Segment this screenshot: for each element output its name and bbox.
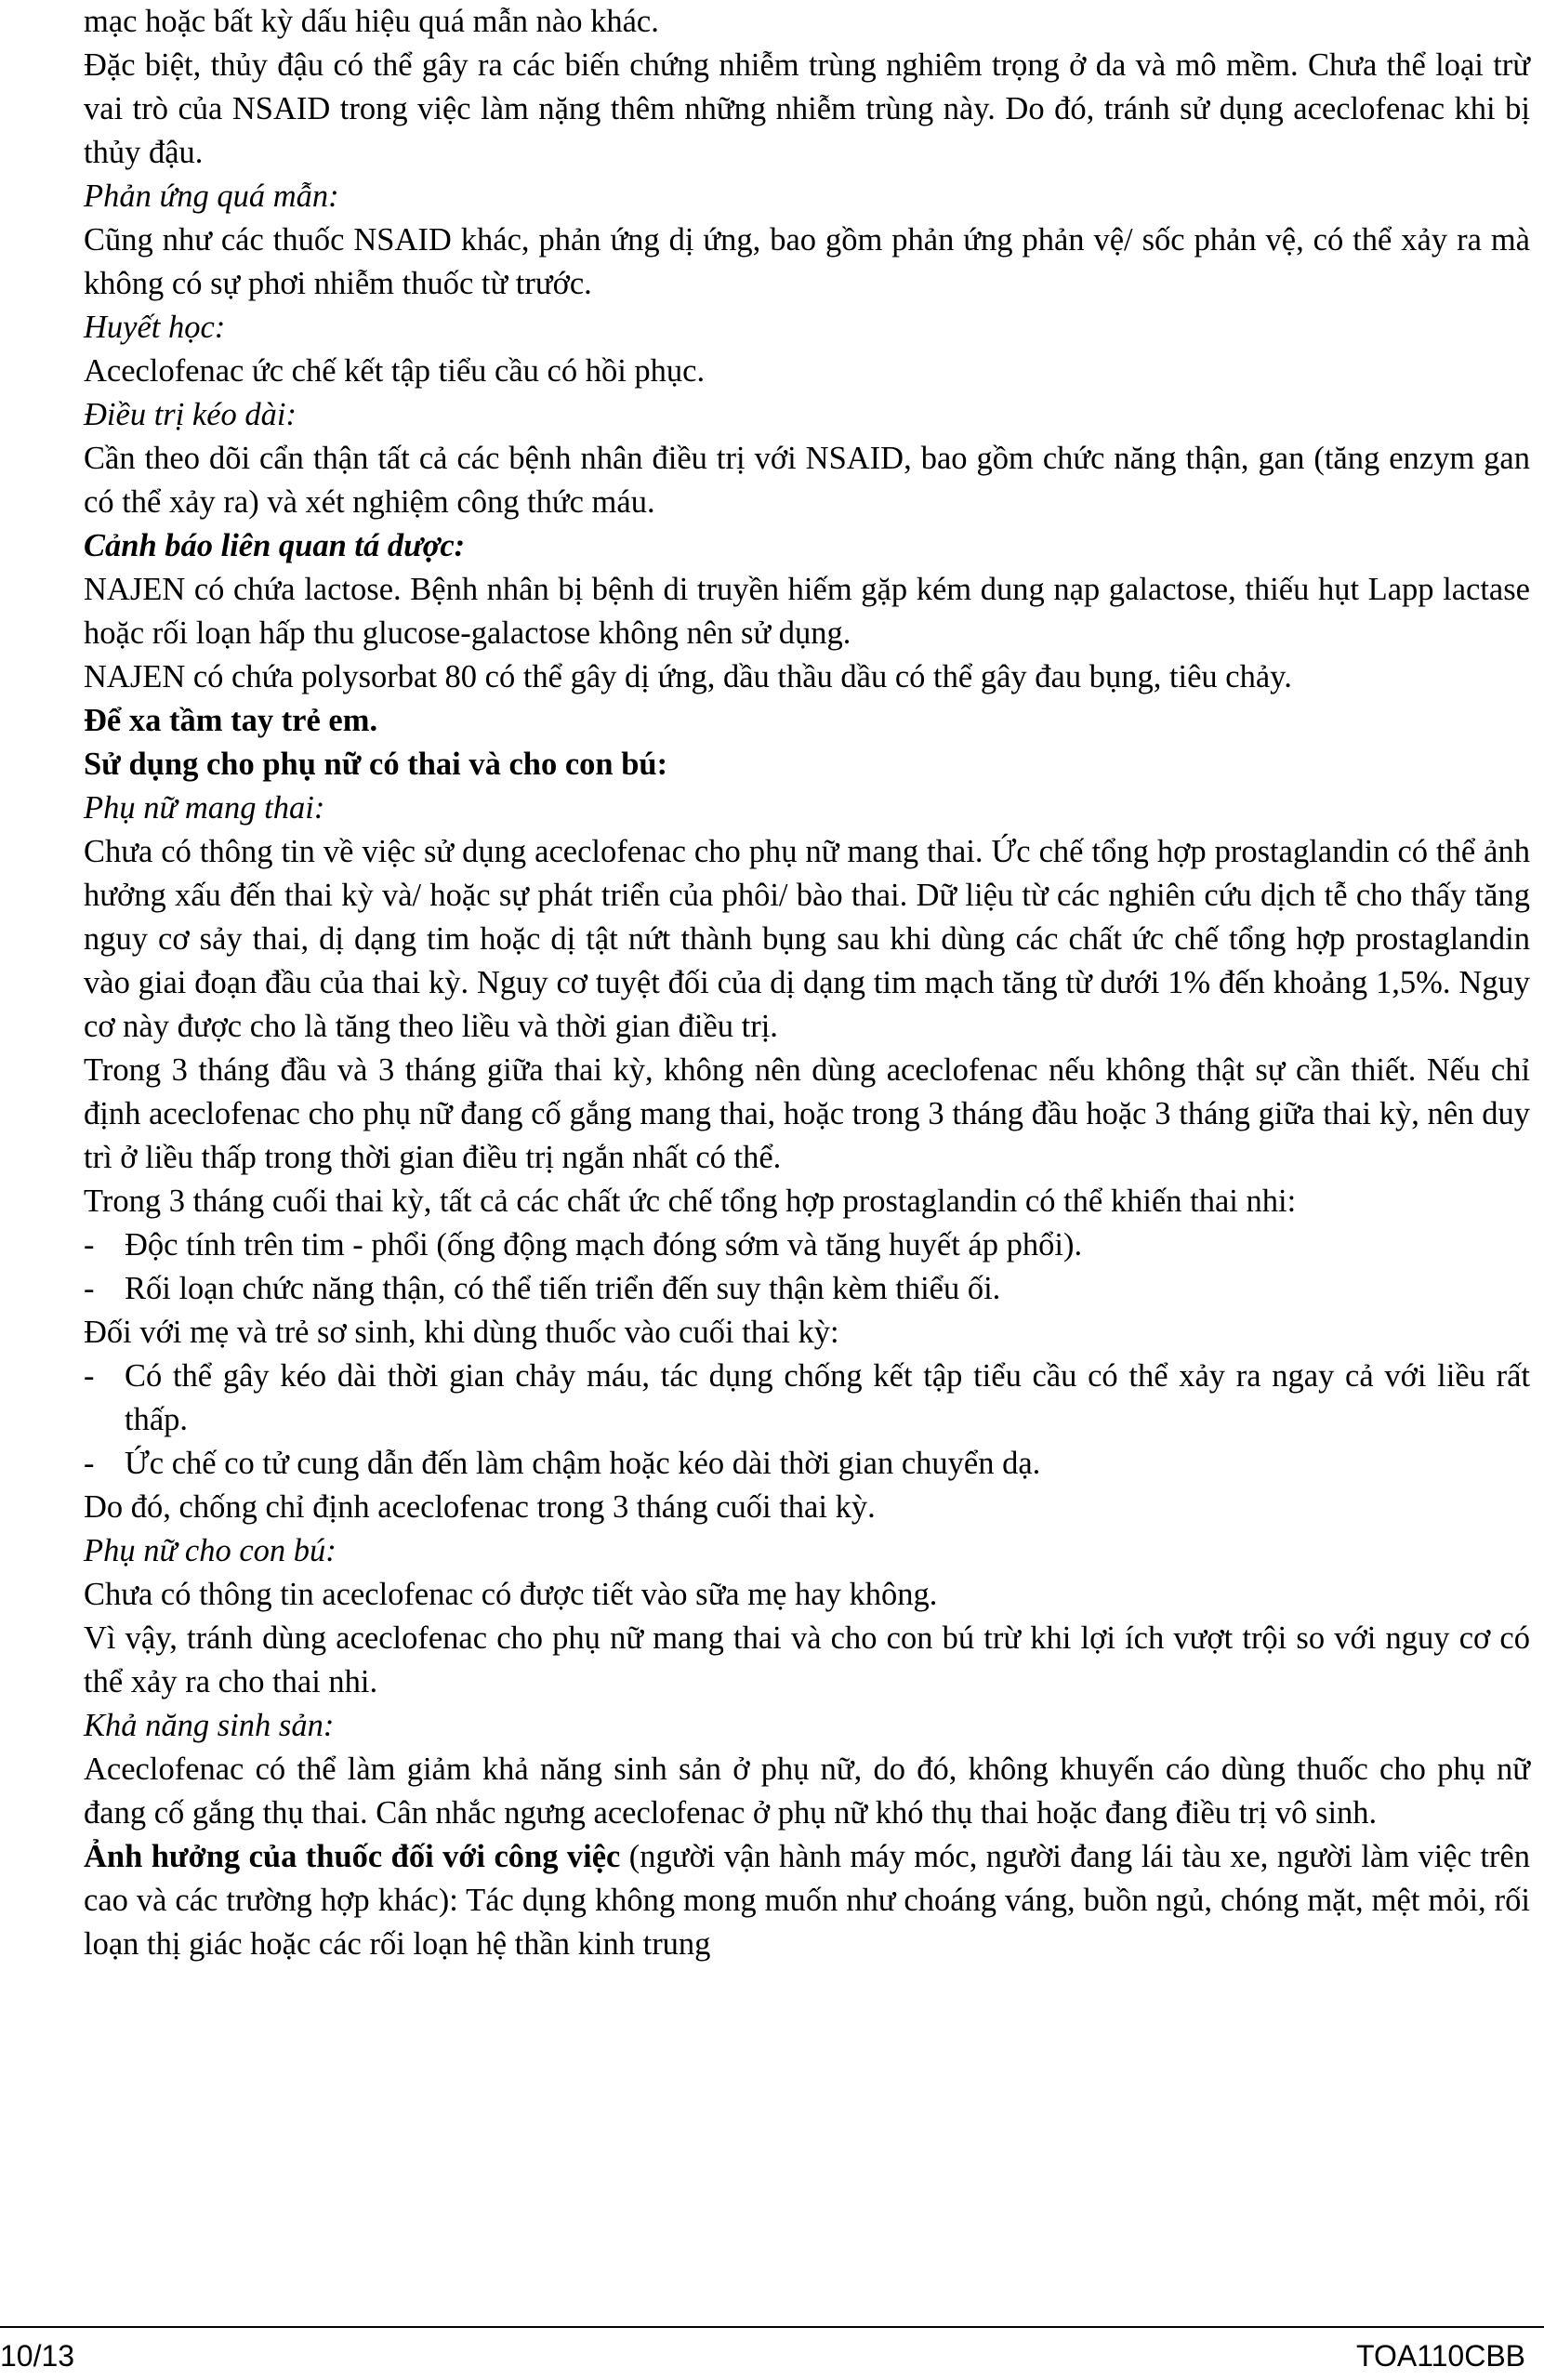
section-heading: Sử dụng cho phụ nữ có thai và cho con bú:	[84, 747, 668, 782]
section-heading: Điều trị kéo dài:	[84, 397, 297, 432]
paragraph: Đối với mẹ và trẻ sơ sinh, khi dùng thuốc vào cuối thai kỳ:	[84, 1315, 839, 1350]
paragraph: Chưa có thông tin về việc sử dụng aceclofenac cho phụ nữ mang thai. Ức chế tổng hợp prostaglandin có thể ảnh hưởng xấu đến thai kỳ và/ hoặc sự phát triển của phôi/ bào thai. Dữ liệu từ các nghiên cứu dịch tễ cho thấy tăng nguy cơ sảy thai, dị dạng tim hoặc dị tật nứt thành bụng sau khi dùng các chất ức chế tổng hợp prostaglandin vào giai đoạn đầu của thai kỳ. Nguy cơ tuyệt đối của dị dạng tim mạch tăng từ dưới 1% đến khoảng 1,5%. Nguy cơ này được cho là tăng theo liều và thời gian điều trị.	[84, 834, 1530, 1044]
section-heading: Huyết học:	[84, 310, 226, 345]
subsection-heading: Phụ nữ cho con bú:	[84, 1533, 337, 1568]
footer-divider	[0, 2326, 1544, 2328]
document-code: TOA110CBB	[1355, 2339, 1525, 2373]
list-marker: -	[84, 1271, 95, 1306]
paragraph	[84, 1835, 1530, 1966]
paragraph: Trong 3 tháng cuối thai kỳ, tất cả các chất ức chế tổng hợp prostaglandin có thể khiến thai nhi:	[84, 1183, 1297, 1219]
paragraph: mạc hoặc bất kỳ dấu hiệu quá mẫn nào khác.	[84, 4, 659, 39]
paragraph: Trong 3 tháng đầu và 3 tháng giữa thai kỳ, không nên dùng aceclofenac nếu không thật sự cần thiết. Nếu chỉ định aceclofenac cho phụ nữ đang cố gắng mang thai, hoặc trong 3 tháng đầu hoặc 3 tháng giữa thai kỳ, nên duy trì ở liều thấp trong thời gian điều trị ngắn nhất có thể.	[84, 1052, 1530, 1175]
paragraph: Vì vậy, tránh dùng aceclofenac cho phụ nữ mang thai và cho con bú trừ khi lợi ích vượt trội so với nguy cơ có thể xảy ra cho thai nhi.	[84, 1620, 1530, 1699]
subsection-heading: Phụ nữ mang thai:	[84, 790, 325, 826]
paragraph: Cần theo dõi cẩn thận tất cả các bệnh nhân điều trị với NSAID, bao gồm chức năng thận, gan (tăng enzym gan có thể xảy ra) và xét nghiệm công thức máu.	[84, 441, 1530, 520]
paragraph: Chưa có thông tin aceclofenac có được tiết vào sữa mẹ hay không.	[84, 1577, 938, 1612]
list-marker: -	[84, 1227, 95, 1263]
paragraph: Aceclofenac có thể làm giảm khả năng sinh sản ở phụ nữ, do đó, không khuyến cáo dùng thuốc cho phụ nữ đang cố gắng thụ thai. Cân nhắc ngưng aceclofenac ở phụ nữ khó thụ thai hoặc đang điều trị vô sinh.	[84, 1752, 1530, 1831]
list-item: - Có thể gây kéo dài thời gian chảy máu, tác dụng chống kết tập tiểu cầu có thể xảy ra ngay cả với liều rất thấp.	[84, 1355, 1530, 1442]
list-marker: -	[84, 1446, 95, 1481]
paragraph: NAJEN có chứa polysorbat 80 có thể gây dị ứng, dầu thầu dầu có thể gây đau bụng, tiêu chảy.	[84, 659, 1292, 694]
list-marker: -	[84, 1358, 95, 1394]
subsection-heading: Khả năng sinh sản:	[84, 1708, 335, 1743]
page-number: 10/13	[0, 2339, 75, 2373]
paragraph: Đặc biệt, thủy đậu có thể gây ra các biến chứng nhiễm trùng nghiêm trọng ở da và mô mềm. Chưa thể loại trừ vai trò của NSAID trong việc làm nặng thêm những nhiễm trùng này. Do đó, tránh sử dụng aceclofenac khi bị thủy đậu.	[84, 47, 1530, 170]
list-item: - Rối loạn chức năng thận, có thể tiến triển đến suy thận kèm thiểu ối.	[84, 1267, 1530, 1311]
paragraph: Cũng như các thuốc NSAID khác, phản ứng dị ứng, bao gồm phản ứng phản vệ/ sốc phản vệ, có thể xảy ra mà không có sự phơi nhiễm thuốc từ trước.	[84, 222, 1530, 301]
paragraph: Do đó, chống chỉ định aceclofenac trong 3 tháng cuối thai kỳ.	[84, 1489, 876, 1525]
list-item: - Độc tính trên tim - phổi (ống động mạch đóng sớm và tăng huyết áp phổi).	[84, 1223, 1530, 1267]
paragraph: NAJEN có chứa lactose. Bệnh nhân bị bệnh di truyền hiếm gặp kém dung nạp galactose, thiếu hụt Lapp lactase hoặc rối loạn hấp thu glucose-galactose không nên sử dụng.	[84, 572, 1530, 651]
warning-heading: Để xa tầm tay trẻ em.	[84, 703, 378, 738]
section-heading: Phản ứng quá mẫn:	[84, 178, 339, 214]
inline-heading: Ảnh hưởng của thuốc đối với công việc	[84, 1839, 621, 1874]
section-heading: Cảnh báo liên quan tá dược:	[84, 528, 466, 563]
list-item: - Ức chế co tử cung dẫn đến làm chậm hoặc kéo dài thời gian chuyển dạ.	[84, 1442, 1530, 1486]
document-body	[84, 0, 1530, 1966]
paragraph-text: (người vận hành máy móc, người đang lái tàu xe, người làm việc trên cao và các trường hợp khác): Tác dụng không mong muốn như choáng váng, buồn ngủ, chóng mặt, mệt mỏi, rối loạn thị giác hoặc các rối loạn hệ thần kinh trung	[84, 1839, 1530, 1962]
paragraph: Aceclofenac ức chế kết tập tiểu cầu có hồi phục.	[84, 353, 706, 389]
page-footer	[0, 2335, 1544, 2380]
